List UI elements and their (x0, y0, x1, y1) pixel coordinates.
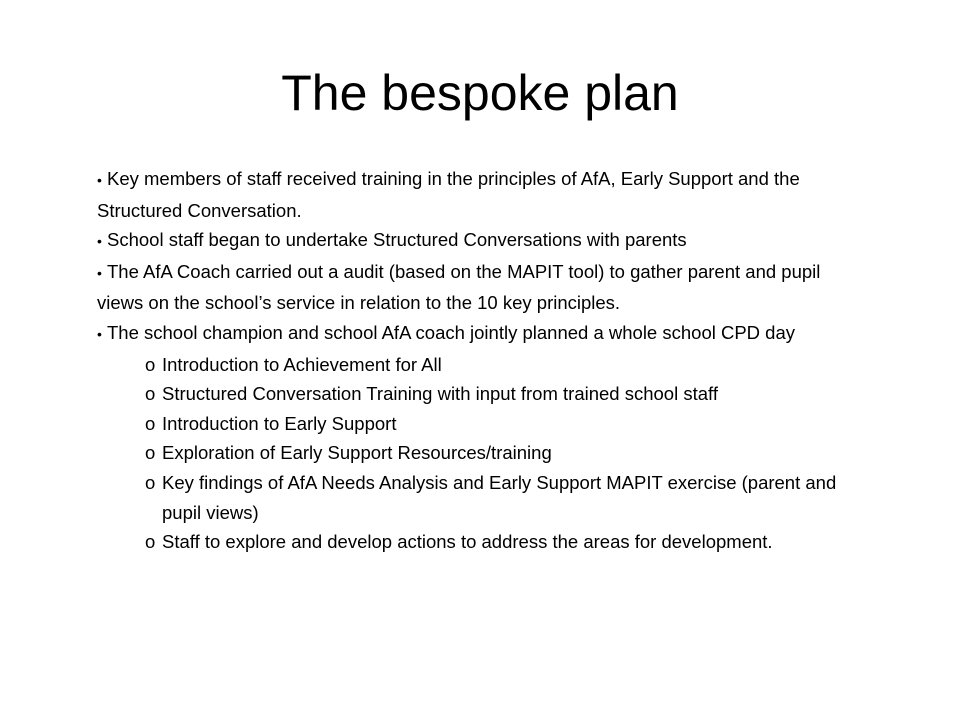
sub-bullet-item (97, 527, 857, 557)
bullet-text: The AfA Coach carried out a audit (based on the MAPIT tool) to gather parent and pupil views on the school’s service in relation to the 10 key principles. (97, 260, 821, 314)
circle-bullet-icon: o (145, 353, 156, 375)
bullet-item (97, 164, 857, 225)
bullet-text: The school champion and school AfA coach jointly planned a whole school CPD day (107, 321, 796, 343)
bullet-text: Key members of staff received training in the principles of AfA, Early Support and the Structured Conversation. (97, 168, 800, 221)
sub-bullet-text: Introduction to Achievement for All (162, 353, 442, 375)
sub-bullet-text: Structured Conversation Training with input from trained school staff (162, 383, 718, 405)
bullet-item (97, 257, 857, 318)
bullet-list (97, 164, 857, 557)
sub-bullet-item (97, 468, 857, 527)
circle-bullet-icon: o (145, 471, 156, 493)
slide-title: The bespoke plan (281, 65, 679, 121)
circle-bullet-icon: o (145, 383, 156, 405)
sub-bullet-item (97, 409, 857, 439)
sub-bullet-text: Staff to explore and develop actions to address the areas for development. (162, 531, 773, 553)
sub-bullet-text: Key findings of AfA Needs Analysis and Early Support MAPIT exercise (parent and pupil views) (162, 471, 837, 523)
bullet-item (97, 318, 857, 557)
bullet-icon: • (97, 325, 102, 342)
sub-bullet-item (97, 438, 857, 468)
circle-bullet-icon: o (145, 531, 156, 553)
bullet-icon: • (97, 172, 102, 188)
sub-bullet-text: Introduction to Early Support (162, 412, 397, 434)
sub-bullet-item (97, 379, 857, 409)
circle-bullet-icon: o (145, 442, 156, 464)
bullet-text: School staff began to undertake Structured Conversations with parents (107, 229, 687, 251)
bullet-icon: • (97, 264, 102, 281)
bullet-icon: • (97, 233, 102, 250)
sub-bullet-text: Exploration of Early Support Resources/training (162, 442, 552, 464)
bullet-item (97, 225, 857, 257)
circle-bullet-icon: o (145, 412, 156, 434)
sub-bullet-list (97, 350, 857, 557)
sub-bullet-item (97, 350, 857, 380)
